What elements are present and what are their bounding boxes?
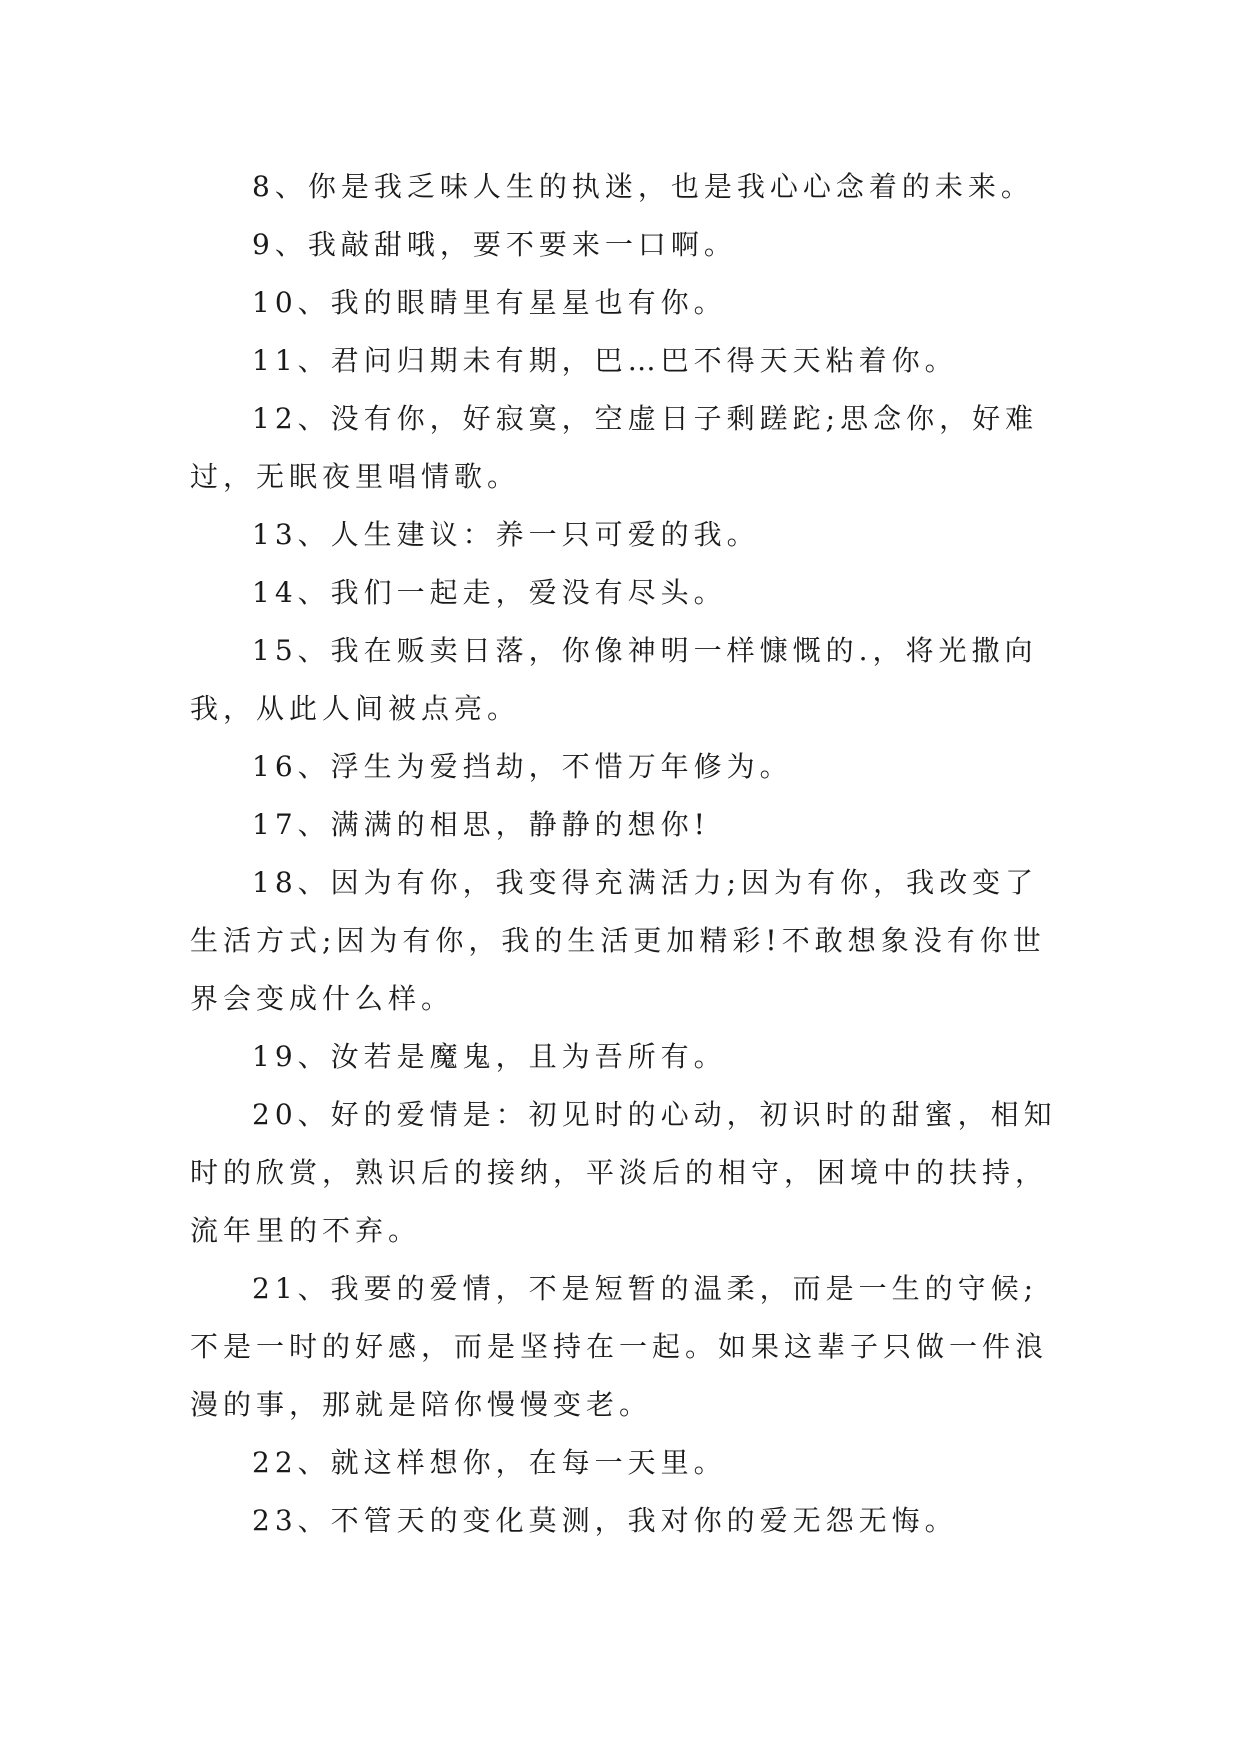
paragraph-8: 8、你是我乏味人生的执迷，也是我心心念着的未来。	[252, 170, 1034, 203]
document-body	[190, 158, 1070, 1550]
paragraph-15: 15、我在贩卖日落，你像神明一样慷慨的.，将光撒向我，从此人间被点亮。	[190, 634, 1038, 725]
paragraph-22: 22、就这样想你，在每一天里。	[252, 1446, 727, 1479]
paragraph-14: 14、我们一起走，爱没有尽头。	[252, 576, 727, 609]
paragraph-11: 11、君问归期未有期，巴…巴不得天天粘着你。	[252, 344, 958, 377]
paragraph-23: 23、不管天的变化莫测，我对你的爱无怨无悔。	[252, 1504, 958, 1537]
paragraph-18: 18、因为有你，我变得充满活力;因为有你，我改变了生活方式;因为有你，我的生活更加精彩!不敢想象没有你世界会变成什么样。	[190, 866, 1046, 1015]
paragraph-10: 10、我的眼睛里有星星也有你。	[252, 286, 727, 319]
paragraph-17: 17、满满的相思，静静的想你!	[252, 808, 710, 841]
paragraph-12: 12、没有你，好寂寞，空虚日子剩蹉跎;思念你，好难过，无眠夜里唱情歌。	[190, 402, 1039, 493]
paragraph-20: 20、好的爱情是：初见时的心动，初识时的甜蜜，相知时的欣赏，熟识后的接纳，平淡后的相守，困境中的扶持，流年里的不弃。	[190, 1098, 1057, 1247]
paragraph-9: 9、我敲甜哦，要不要来一口啊。	[252, 228, 737, 261]
paragraph-16: 16、浮生为爱挡劫，不惜万年修为。	[252, 750, 793, 783]
paragraph-13: 13、人生建议：养一只可爱的我。	[252, 518, 760, 551]
paragraph-19: 19、汝若是魔鬼，且为吾所有。	[252, 1040, 727, 1073]
paragraph-21: 21、我要的爱情，不是短暂的温柔，而是一生的守候;不是一时的好感，而是坚持在一起。如果这辈子只做一件浪漫的事，那就是陪你慢慢变老。	[190, 1272, 1049, 1421]
